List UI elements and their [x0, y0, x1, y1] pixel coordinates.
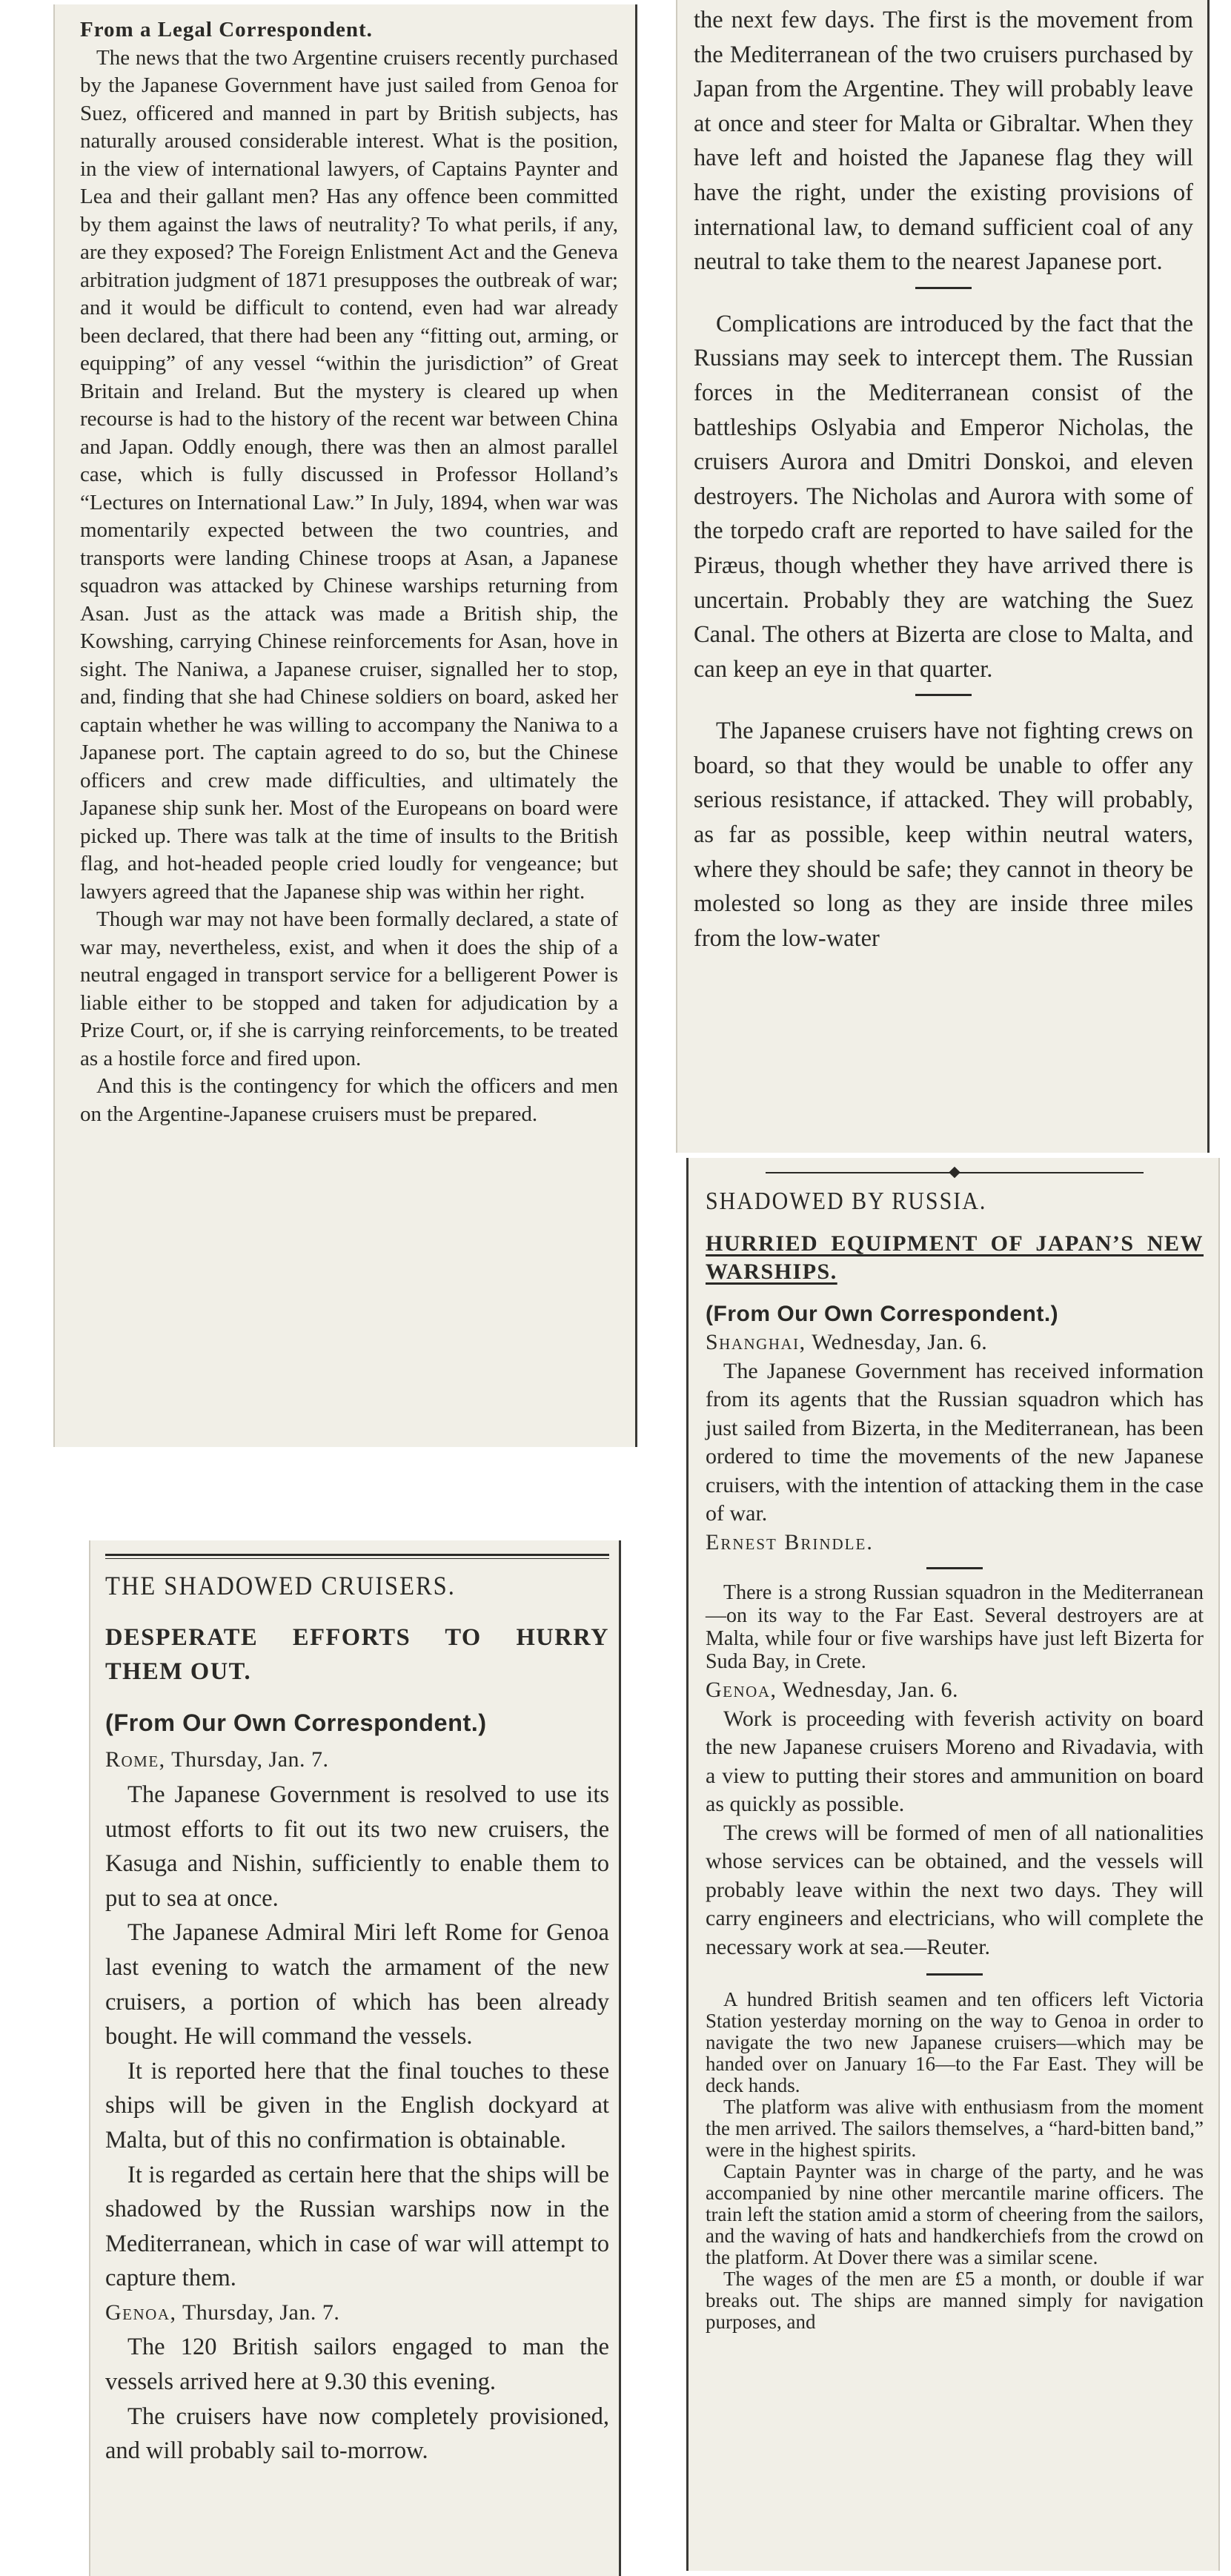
column-rule	[686, 1158, 689, 2571]
article-paragraph: The news that the two Argentine cruisers recently purchased by the Japanese Government have just sailed from Genoa for Suez, officered and manned in part by British subjects, has naturally aroused considerable interest. What is the position, in the view of international lawyers, of Captains Paynter and Lea and their gallant men? Has any offence been committed by them against the laws of neutrality? To what perils, if any, are they exposed? The Foreign Enlistment Act and the Geneva arbitration judgment of 1871 presupposes the outbreak of war; and it would be difficult to contend, even had war already been declared, that there had been any “fitting out, arming, or equipping” of any vessel “within the jurisdiction” of Great Britain and Ireland. But the mystery is cleared up when recourse is had to the history of the recent war between China and Japan. Oddly enough, there was then an almost parallel case, which is fully discussed in Professor Holland’s “Lectures on International Law.” In July, 1894, when war was momentarily expected between the two countries, and transports were landing Chinese troops at Asan, a Japanese squadron was attacked by Chinese warships returning from Asan. Just as the attack was made a British ship, the Kowshing, carrying Chinese reinforcements for Asan, hove in sight. The Naniwa, a Japanese cruiser, signalled her to stop, and, finding that she had Chinese soldiers on board, asked her captain whether he was willing to accompany the Naniwa to a Japanese port. The captain agreed to do so, but the Chinese officers and crew made difficulties, and ultimately the Japanese ship sunk her. Most of the Europeans on board were picked up. There was talk at the time of insults to the British flag, and hot-headed people cried loudly for vengeance; but lawyers agreed that the Japanese ship was within her right.	[80, 45, 618, 904]
dateline	[706, 1328, 1204, 1357]
article-paragraph: The Japanese Government has received information from its agents that the Russian squadron which has just sailed from Bizerta, in the Mediterranean, has been ordered to time the movements of the new Japanese cruisers, with the intention of attacking them in the case of war.	[706, 1358, 1204, 1526]
section-rule	[915, 287, 972, 289]
article-paragraph: The Japanese cruisers have not fighting crews on board, so that they would be unable to offer any serious resistance, if attacked. They will probably, as far as possible, keep within neutral waters, where they should be safe; they cannot in theory be molested so long as they are inside three miles from the low-water	[694, 718, 1193, 952]
article-paragraph: The wages of the men are £5 a month, or double if war breaks out. The ships are manned simply for navigation purposes, and	[706, 2268, 1204, 2333]
article-paragraph: The Japanese Government is resolved to use its utmost efforts to fit out its two new cruisers, the Kasuga and Nishin, sufficiently to enable them to put to sea at once.	[105, 1781, 609, 1912]
dateline-date: Wednesday, Jan. 6.	[812, 1330, 988, 1354]
article-paragraph: the next few days. The first is the movement from the Mediterranean of the two cruisers purchased by Japan from the Argentine. They will probably leave at once and steer for Malta or Gibraltar. When they have left and hoisted the Japanese flag they will have the right, under the existing provisions of international law, to demand sufficient coal of any neutral to take them to the nearest Japanese port.	[694, 7, 1193, 276]
article-paragraph: And this is the contingency for which the officers and men on the Argentine-Japanese cruisers must be prepared.	[80, 1074, 618, 1126]
dateline-date: Wednesday, Jan. 6.	[782, 1678, 959, 1702]
correspondent-credit: (From Our Own Correspondent.)	[105, 1709, 487, 1736]
ornamental-rule	[706, 1167, 1204, 1179]
headline: SHADOWED BY RUSSIA.	[706, 1187, 987, 1215]
brief-block	[706, 1581, 1204, 1673]
dateline-place: Genoa,	[706, 1678, 777, 1702]
column-rule	[619, 1540, 621, 2576]
article-paragraph: The platform was alive with enthusiasm from the moment the men arrived. The sailors themselves, a “hard-bitten band,” were in the highest spirits.	[706, 2096, 1204, 2161]
clipping-edge	[1218, 1158, 1220, 2571]
dateline	[105, 1743, 609, 1778]
subheadline: DESPERATE EFFORTS TO HURRY THEM OUT.	[105, 1623, 609, 1686]
column-rule	[1207, 0, 1210, 1153]
correspondent-credit: (From Our Own Correspondent.)	[706, 1301, 1059, 1326]
subheadline: HURRIED EQUIPMENT OF JAPAN’S NEW WARSHIPS.	[706, 1231, 1204, 1284]
article-paragraph: It is reported here that the final touches to these ships will be given in the English dockyard at Malta, but of this no confirmation is obtainable.	[105, 2057, 609, 2153]
article-paragraph: The 120 British sailors engaged to man the vessels arrived here at 9.30 this evening.	[105, 2334, 609, 2396]
section-rule	[926, 1567, 983, 1569]
article-paragraph: A hundred British seamen and ten officers left Victoria Station yesterday morning on the way to Genoa in order to navigate the two new Japanese cruisers—which may be handed over on January 16—to the Far East. They will be deck hands.	[706, 1988, 1204, 2096]
column-rule	[635, 4, 637, 1447]
clipping-shadowed-cruisers	[89, 1540, 621, 2576]
clipping-edge	[89, 1540, 90, 2576]
dateline-date: Thursday, Jan. 7.	[182, 2299, 340, 2325]
section-rule	[926, 1973, 983, 1976]
dateline-place: Shanghai,	[706, 1330, 806, 1354]
dateline-place: Genoa,	[105, 2299, 177, 2325]
clipping-continuation	[676, 0, 1210, 1153]
header-rule	[105, 1554, 609, 1559]
dateline	[105, 2296, 609, 2331]
article-paragraph: Captain Paynter was in charge of the party, and he was accompanied by nine other mercantile marine officers. The train left the station amid a storm of cheering from the sailors, and the waving of hats and handkerchiefs from the crowd on the platform. At Dover there was a similar scene.	[706, 2160, 1204, 2268]
signature: Ernest Brindle.	[706, 1529, 874, 1554]
clipping-legal-correspondent	[53, 4, 637, 1447]
article-paragraph: There is a strong Russian squadron in the Mediterranean—on its way to the Far East. Several destroyers are at Malta, while four or five warships have just left Bizerta for Suda Bay, in Crete.	[706, 1581, 1204, 1673]
article-paragraph: The crews will be formed of men of all nationalities whose services can be obtained, and the vessels will probably leave within the next two days. They will carry engineers and electricians, who will complete the necessary work at sea.—Reuter.	[706, 1820, 1204, 1959]
article-paragraph: The Japanese Admiral Miri left Rome for Genoa last evening to watch the armament of the new cruisers, a portion of which has been already bought. He will command the vessels.	[105, 1919, 609, 2050]
dateline-date: Thursday, Jan. 7.	[171, 1747, 329, 1772]
dateline	[706, 1676, 1204, 1705]
article-paragraph: Work is proceeding with feverish activity on board the new Japanese cruisers Moreno and Rivadavia, with a view to putting their stores and ammunition on board as quickly as possible.	[706, 1706, 1204, 1816]
clipping-edge	[53, 4, 55, 1447]
article-paragraph: The cruisers have now completely provisioned, and will probably sail to-morrow.	[105, 2403, 609, 2465]
kicker-heading: From a Legal Correspondent.	[80, 18, 373, 42]
article-paragraph: Complications are introduced by the fact that the Russians may seek to intercept them. The Russian forces in the Mediterranean consist of the battleships Oslyabia and Emperor Nicholas, the cruisers Aurora and Dmitri Donskoi, and eleven destroyers. The Nicholas and Aurora with some of the torpedo craft are reported to have sailed for the Piræus, though whether they have arrived there is uncertain. Probably they are watching the Suez Canal. The others at Bizerta are close to Malta, and can keep an eye in that quarter.	[694, 310, 1193, 683]
article-paragraph: Though war may not have been formally declared, a state of war may, nevertheless, exist, and when it does the ship of a neutral engaged in transport service for a belligerent Power is liable either to be stopped and taken for adjudication by a Prize Court, or, if she is carrying reinforcements, to be treated as a hostile force and fired upon.	[80, 907, 618, 1070]
clipping-shadowed-by-russia	[686, 1158, 1220, 2571]
headline: THE SHADOWED CRUISERS.	[105, 1571, 456, 1602]
dateline-place: Rome,	[105, 1747, 166, 1772]
section-rule	[915, 694, 972, 696]
article-paragraph: It is regarded as certain here that the ships will be shadowed by the Russian warships now in the Mediterranean, which in case of war will attempt to capture them.	[105, 2161, 609, 2292]
clipping-edge	[676, 0, 677, 1153]
